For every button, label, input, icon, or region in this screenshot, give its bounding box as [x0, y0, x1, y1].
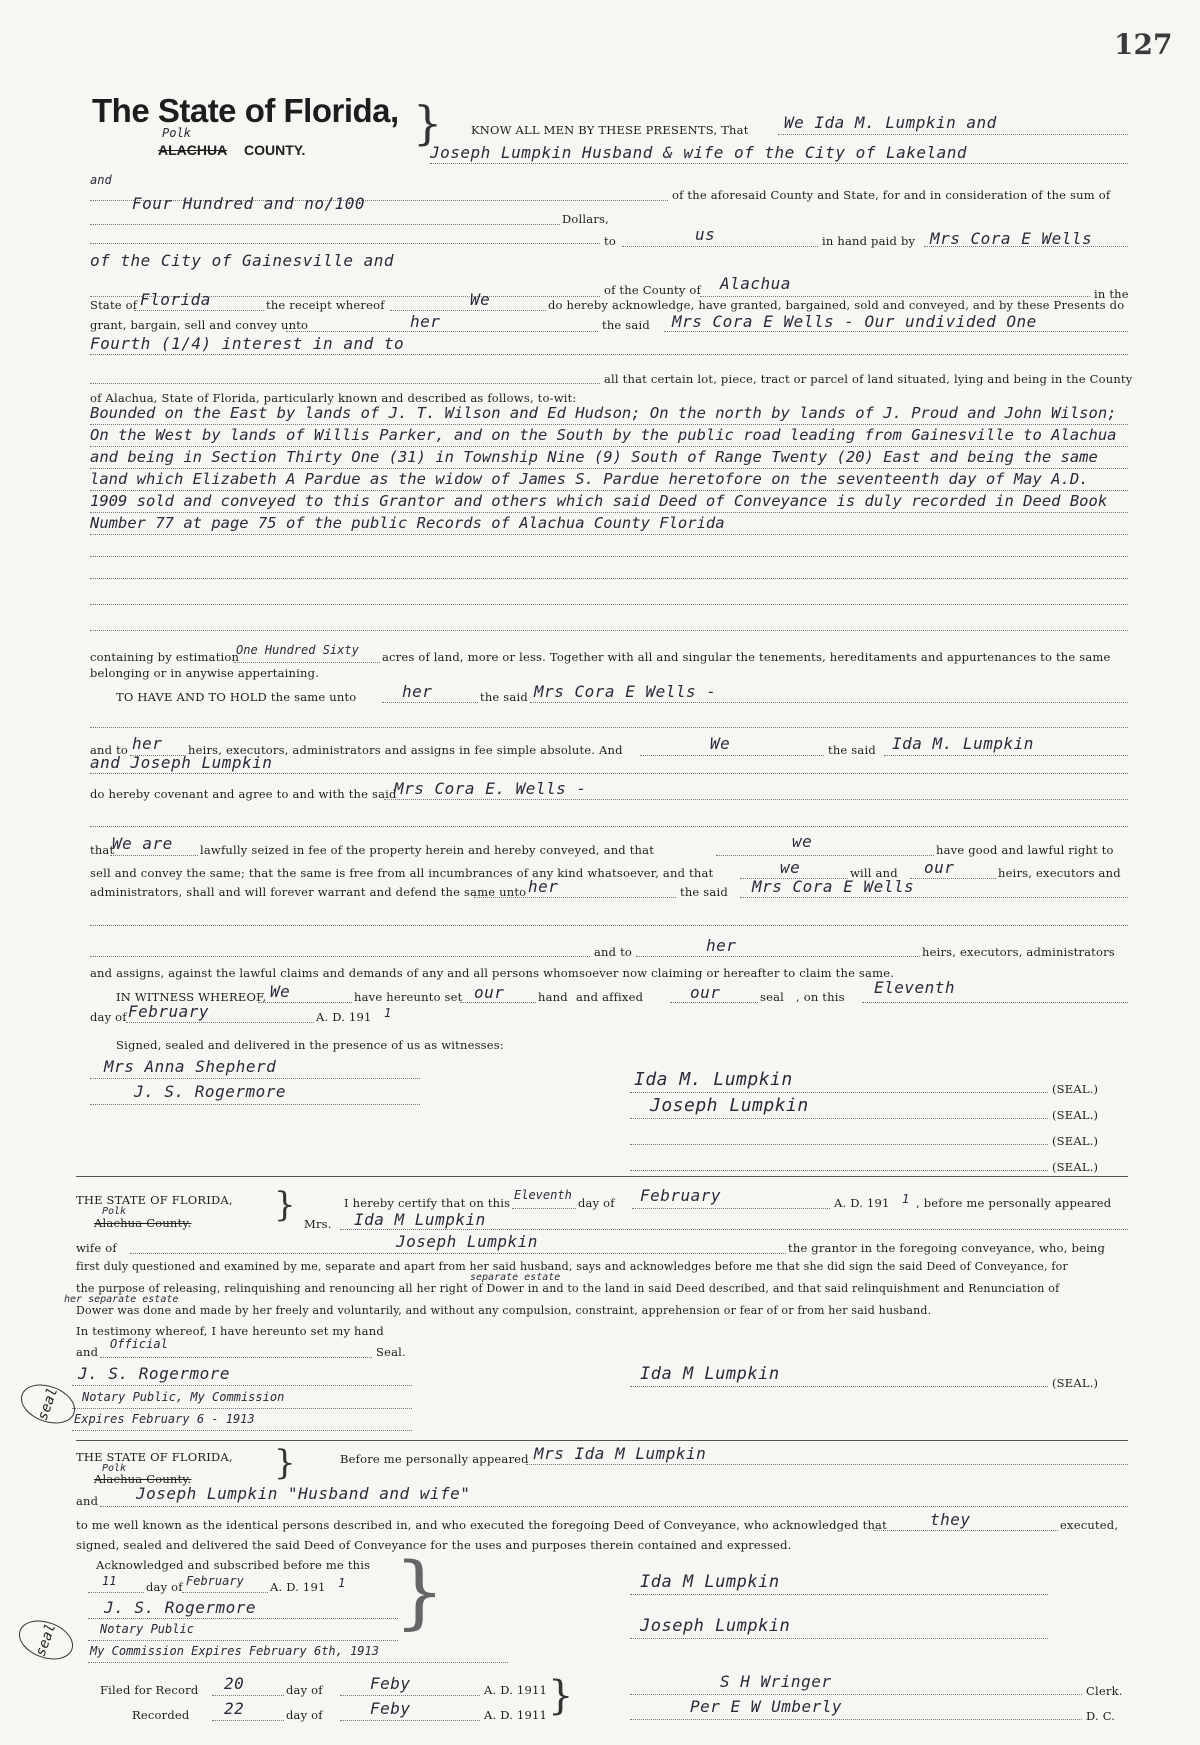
- ack1-mrs-text: Mrs.: [304, 1217, 332, 1231]
- seal-3: (SEAL.): [1052, 1134, 1099, 1148]
- filed-day-handwritten: 20: [224, 1674, 245, 1693]
- ack1-line-3: Dower was done and made by her freely and voluntarily, and without any compulsion, constraint, apprehension or fear of or from her said husband.: [76, 1304, 932, 1317]
- ack2-signature-2: Joseph Lumpkin: [640, 1616, 791, 1636]
- seal-4: (SEAL.): [1052, 1160, 1099, 1174]
- day-of-text: day of: [90, 1010, 127, 1024]
- administrators-text: administrators, shall and will forever warrant and defend the same unto: [90, 885, 527, 899]
- ack1-state: THE STATE OF FLORIDA,: [76, 1193, 233, 1207]
- ack1-county-handwritten: Polk: [102, 1206, 127, 1217]
- ack2-executed-text: executed,: [1060, 1518, 1119, 1532]
- dc-text: D. C.: [1086, 1709, 1116, 1723]
- and-assigns-text: and assigns, against the lawful claims and demands of any and all persons whomsoever now claiming or hereafter to claim the same.: [90, 966, 895, 980]
- defend-grantee-handwritten: Mrs Cora E Wells: [752, 877, 915, 896]
- ack1-signature: Ida M Lumpkin: [640, 1364, 780, 1384]
- witness-handwritten: We: [270, 982, 291, 1001]
- ack1-day-handwritten: Eleventh: [514, 1188, 572, 1202]
- ack1-testimony-text: In testimony whereof, I have hereunto set my hand: [76, 1324, 384, 1338]
- have-handwritten: her: [402, 682, 433, 701]
- state-of-text: State of: [90, 298, 138, 312]
- county-printed: ALACHUA: [158, 142, 228, 158]
- fourth-handwritten: Fourth (1/4) interest in and to: [90, 334, 405, 353]
- ack2-before-text: Before me personally appeared: [340, 1452, 529, 1466]
- heirs-exec-text: heirs, executors and: [998, 866, 1121, 880]
- and-handwritten: and: [90, 173, 112, 187]
- ack1-county: Alachua County.: [94, 1216, 192, 1230]
- ack1-and-text: and: [76, 1345, 99, 1359]
- heirs-fee-text: heirs, executors, administrators and assigns in fee simple absolute. And: [188, 743, 623, 757]
- ack2-county-handwritten: Polk: [102, 1463, 127, 1474]
- interest-handwritten: Mrs Cora E Wells - Our undivided One: [672, 312, 1037, 331]
- ack1-separate-estate-handwritten: separate estate: [470, 1272, 561, 1283]
- receipt-text: the receipt whereof: [266, 298, 385, 312]
- ack2-known-text: to me well known as the identical persons described in, and who executed the foregoing Deed of Conveyance, who acknowledged that: [76, 1518, 887, 1532]
- ack1-seal-label: (SEAL.): [1052, 1376, 1099, 1390]
- sum-handwritten: Four Hundred and no/100: [132, 194, 366, 213]
- and-to-text: and to: [90, 743, 129, 757]
- to-text: to: [604, 234, 616, 248]
- grantor-2-handwritten: and Joseph Lumpkin: [90, 753, 273, 772]
- ack2-ad-text: A. D. 191: [270, 1580, 326, 1594]
- ack1-before-me-text: , before me personally appeared: [916, 1196, 1112, 1210]
- ack2-brace: }: [274, 1443, 296, 1483]
- defend-handwritten: her: [528, 877, 559, 896]
- ack1-year-handwritten: 1: [902, 1192, 910, 1206]
- ack2-day-of-text: day of: [146, 1580, 183, 1594]
- ack2-known-handwritten: they: [930, 1510, 971, 1529]
- of-alachua-text: of Alachua, State of Florida, particularly known and described as follows, to-wit:: [90, 391, 577, 405]
- will-handwritten: our: [924, 858, 955, 877]
- acres-text: acres of land, more or less. Together with all and singular the tenements, hereditaments and appurtenances to the same: [382, 650, 1111, 664]
- ack2-before-handwritten: Mrs Ida M Lumpkin: [534, 1444, 707, 1463]
- county-of-handwritten: Alachua: [720, 274, 791, 293]
- page-number: 127: [1114, 28, 1173, 61]
- containing-text: containing by estimation: [90, 650, 240, 664]
- ack1-day-of-text: day of: [578, 1196, 615, 1210]
- grantee-handwritten: Mrs Cora E Wells: [930, 229, 1093, 248]
- month-handwritten: February: [128, 1002, 210, 1021]
- grant-bargain-text: grant, bargain, sell and convey unto: [90, 318, 309, 332]
- the-said-2-text: the said: [828, 743, 876, 757]
- hereunto-text: have hereunto set: [354, 990, 463, 1004]
- ack2-signed-line: signed, sealed and delivered the said Deed of Conveyance for the uses and purposes therein contained and expressed.: [76, 1538, 792, 1552]
- seal-2: (SEAL.): [1052, 1108, 1099, 1122]
- ack2-and-handwritten: Joseph Lumpkin "Husband and wife": [136, 1484, 471, 1503]
- ack1-seal-mark: [16, 1378, 81, 1431]
- recorded-text: Recorded: [132, 1708, 190, 1722]
- acres-handwritten: One Hundred Sixty: [236, 643, 359, 657]
- ack1-wife-handwritten: Joseph Lumpkin: [396, 1232, 538, 1251]
- filed-day-of-text: day of: [286, 1683, 323, 1697]
- year-handwritten: 1: [384, 1006, 392, 1020]
- ack2-acknowledged-text: Acknowledged and subscribed before me this: [96, 1558, 371, 1572]
- ack1-wife-of-text: wife of: [76, 1241, 117, 1255]
- ack2-seal-mark: [14, 1614, 79, 1667]
- county-word: COUNTY.: [244, 142, 306, 158]
- filed-ad-text: A. D. 1911: [484, 1683, 548, 1697]
- signed-sealed-text: Signed, sealed and delivered in the presence of us as witnesses:: [116, 1038, 504, 1052]
- covenant-handwritten: Mrs Cora E. Wells -: [394, 779, 587, 798]
- header-brace: }: [413, 96, 443, 150]
- witness-1-signature: Mrs Anna Shepherd: [104, 1057, 277, 1076]
- witness-2-signature: J. S. Rogermore: [134, 1082, 286, 1101]
- covenant-text: do hereby covenant and agree to and with the said: [90, 787, 397, 801]
- that-handwritten: We are: [112, 834, 173, 853]
- grantors-line-2: Joseph Lumpkin Husband & wife of the City of Lakeland: [430, 143, 968, 162]
- the-said-text: the said: [602, 318, 650, 332]
- record-brace: }: [548, 1673, 574, 1719]
- have-grantee-handwritten: Mrs Cora E Wells -: [534, 682, 717, 701]
- know-all-text: KNOW ALL MEN BY THESE PRESENTS, That: [471, 123, 749, 137]
- and-to-handwritten: her: [132, 734, 163, 753]
- county-handwritten: Polk: [162, 126, 191, 140]
- ack2-notary-line-3: My Commission Expires February 6th, 1913: [90, 1644, 379, 1658]
- and-we-handwritten: We: [710, 734, 731, 753]
- ack2-signature-1: Ida M Lumpkin: [640, 1572, 780, 1592]
- ack2-day-handwritten: 11: [102, 1574, 117, 1588]
- day-handwritten: Eleventh: [874, 978, 956, 997]
- of-county-text: of the County of: [604, 283, 702, 297]
- ack2-state: THE STATE OF FLORIDA,: [76, 1450, 233, 1464]
- unto-handwritten: her: [410, 312, 441, 331]
- grantor-2-signature: Joseph Lumpkin: [650, 1095, 809, 1116]
- ack1-grantor-text: the grantor in the foregoing conveyance, who, being: [788, 1241, 1106, 1255]
- grantors-line-1: We Ida M. Lumpkin and: [784, 113, 997, 132]
- on-this-text: , on this: [796, 990, 845, 1004]
- lawfully-handwritten: we: [792, 832, 813, 851]
- ack1-notary-line-3: Expires February 6 - 1913: [74, 1412, 255, 1426]
- clerk-signature: S H Wringer: [720, 1672, 832, 1691]
- sell-convey-text: sell and convey the same; that the same is free from all incumbrances of any kind whatsoever, and that: [90, 866, 714, 880]
- ack1-notary-line-2: Notary Public, My Commission: [82, 1390, 285, 1404]
- seal-on-text: seal: [760, 990, 785, 1004]
- said-grantor-handwritten: Ida M. Lumpkin: [892, 734, 1034, 753]
- in-the-text: in the: [1094, 287, 1129, 301]
- sell-handwritten: we: [780, 858, 801, 877]
- to-have-text: TO HAVE AND TO HOLD the same unto: [116, 690, 357, 704]
- ack2-month-handwritten: February: [186, 1574, 244, 1588]
- recorded-day-of-text: day of: [286, 1708, 323, 1722]
- ack2-county: Alachua County.: [94, 1472, 192, 1486]
- and-to-2-handwritten: her: [706, 936, 737, 955]
- all-that-text: all that certain lot, piece, tract or parcel of land situated, lying and being in the County: [604, 372, 1133, 386]
- ack2-notary-line-1: J. S. Rogermore: [104, 1598, 256, 1617]
- ack1-line-1: first duly questioned and examined by me, separate and apart from her said husband, says and acknowledges before me that she did sign the said Deed of Conveyance, for: [76, 1260, 1068, 1273]
- belonging-text: belonging or in anywise appertaining.: [90, 666, 320, 680]
- affixed-handwritten: our: [690, 983, 721, 1002]
- will-and-text: will and: [850, 866, 898, 880]
- city-handwritten: of the City of Gainesville and: [90, 251, 394, 270]
- recorded-ad-text: A. D. 1911: [484, 1708, 548, 1722]
- to-handwritten: us: [695, 225, 716, 244]
- ack2-brace-right: }: [394, 1545, 445, 1638]
- ad-text: A. D. 191: [316, 1010, 372, 1024]
- lawfully-text: lawfully seized in fee of the property herein and hereby conveyed, and that: [200, 843, 655, 857]
- hereunto-handwritten: our: [474, 983, 505, 1002]
- dc-signature: Per E W Umberly: [690, 1697, 842, 1716]
- receipt-handwritten: We: [470, 290, 491, 309]
- ack1-month-handwritten: February: [640, 1186, 722, 1205]
- ack1-official-handwritten: Official: [110, 1337, 168, 1351]
- grantor-1-signature: Ida M. Lumpkin: [634, 1069, 793, 1090]
- and-to-2-text: and to: [594, 945, 633, 959]
- ack2-notary-line-2: Notary Public: [100, 1622, 194, 1636]
- filed-text: Filed for Record: [100, 1683, 199, 1697]
- hand-paid-text: in hand paid by: [822, 234, 916, 248]
- ack1-brace: }: [274, 1185, 296, 1225]
- ack1-certify-text: I hereby certify that on this: [344, 1196, 511, 1210]
- seal-1: (SEAL.): [1052, 1082, 1099, 1096]
- ack2-and-text: and: [76, 1494, 99, 1508]
- acknowledge-text: do hereby acknowledge, have granted, bargained, sold and conveyed, and by these Presents do: [548, 298, 1125, 312]
- filed-month-handwritten: Feby: [370, 1674, 411, 1693]
- affixed-text: and affixed: [576, 990, 644, 1004]
- property-description: Bounded on the East by lands of J. T. Wilson and Ed Hudson; On the north by lands of J. Proud and John Wilson; On the West by lands of Willis Parker, and on the South by the public road leading from Gainesville to Alachua and being in Section Thirty One (31) in Township Nine (9) South of Range Twenty (20) East and being the same land which Elizabeth A Pardue as the widow of James S. Pardue heretofore on the seventeenth day of May A.D. 1909 sold and conveyed to this Grantor and others which said Deed of Conveyance is duly recorded in Deed Book Number 77 at page 75 of the public Records of Alachua County Florida: [90, 404, 1117, 532]
- state-handwritten: Florida: [140, 290, 211, 309]
- witness-text: IN WITNESS WHEREOF,: [116, 990, 267, 1004]
- ack2-seal-handwritten: seal: [32, 1621, 60, 1659]
- state-title: The State of Florida,: [92, 92, 399, 129]
- recorded-month-handwritten: Feby: [370, 1699, 411, 1718]
- heirs-exec-admin-text: heirs, executors, administrators: [922, 945, 1115, 959]
- have-good-text: have good and lawful right to: [936, 843, 1114, 857]
- have-said-text: the said: [480, 690, 528, 704]
- the-said-3-text: the said: [680, 885, 728, 899]
- clerk-text: Clerk.: [1086, 1684, 1123, 1698]
- ack2-year-handwritten: 1: [338, 1576, 346, 1590]
- ack1-seal-word: Seal.: [376, 1345, 406, 1359]
- ack1-her-separate-handwritten: her separate estate: [64, 1294, 179, 1305]
- ack1-seal-handwritten: seal: [34, 1385, 62, 1423]
- that-text: that: [90, 843, 115, 857]
- ack1-ad-text: A. D. 191: [834, 1196, 890, 1210]
- ack1-notary-line-1: J. S. Rogermore: [78, 1364, 230, 1383]
- ack1-line-2: the purpose of releasing, relinquishing and renouncing all her right of Dower in and to the land in said Deed described, and that said relinquishment and Renunciation of: [76, 1282, 1060, 1295]
- ack1-mrs-handwritten: Ida M Lumpkin: [354, 1210, 486, 1229]
- aforesaid-text: of the aforesaid County and State, for and in consideration of the sum of: [672, 188, 1111, 202]
- recorded-day-handwritten: 22: [224, 1699, 245, 1718]
- dollars-text: Dollars,: [562, 212, 610, 226]
- hand-text: hand: [538, 990, 568, 1004]
